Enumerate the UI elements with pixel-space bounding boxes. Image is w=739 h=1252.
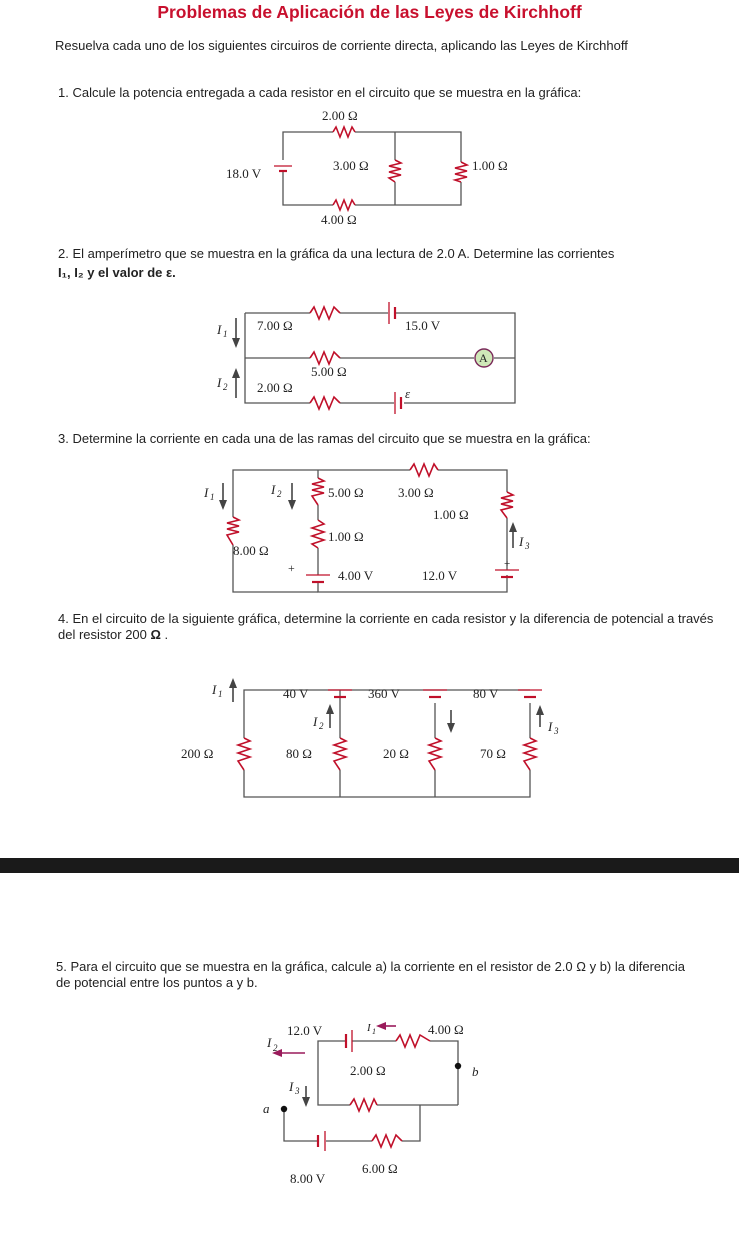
- label-i3: I: [289, 1079, 294, 1094]
- label-a: a: [263, 1101, 270, 1116]
- battery-360v: [423, 690, 447, 697]
- resistor-20-ohm: [429, 738, 441, 770]
- battery-12v: [346, 1030, 352, 1052]
- label-i3: I: [548, 719, 553, 734]
- label-r2: 2.00 Ω: [350, 1063, 386, 1078]
- label-v4: 4.00 V: [338, 568, 374, 583]
- label-r-bottom: 4.00 Ω: [321, 212, 357, 227]
- page-title: Problemas de Aplicación de las Leyes de Kirchhoff: [157, 2, 582, 22]
- label-i3-sub: 3: [554, 726, 559, 736]
- label-bat15: 15.0 V: [405, 318, 441, 333]
- circuit-5-wires: [284, 1041, 458, 1141]
- circuit-5-diagram: [0, 873, 739, 1252]
- resistor-80-ohm: [334, 738, 346, 770]
- label-i1-sub: 1: [223, 329, 228, 339]
- label-plus-b: +: [504, 558, 511, 570]
- label-b: b: [472, 1064, 479, 1079]
- label-i2-sub: 2: [277, 489, 282, 499]
- label-i1-sub: 1: [372, 1027, 376, 1036]
- label-i2-sub: 2: [223, 382, 228, 392]
- label-r-right: 1.00 Ω: [472, 158, 508, 173]
- label-i2: I: [267, 1035, 272, 1050]
- resistor-4-ohm: [396, 1035, 430, 1047]
- label-battery: 18.0 V: [226, 166, 262, 181]
- label-i1: I: [367, 1022, 371, 1034]
- label-r5: 5.00 Ω: [328, 485, 364, 500]
- point-a: [281, 1106, 287, 1112]
- label-i2: I: [217, 375, 222, 390]
- label-r3: 3.00 Ω: [398, 485, 434, 500]
- label-v8: 8.00 V: [290, 1171, 326, 1186]
- label-r20: 20 Ω: [383, 746, 409, 761]
- resistor-2-ohm: [350, 1099, 377, 1111]
- label-plus-a: +: [288, 561, 295, 575]
- arrow-down-20: [447, 710, 455, 733]
- label-r70: 70 Ω: [480, 746, 506, 761]
- label-r1a: 1.00 Ω: [433, 507, 469, 522]
- label-i1-sub: 1: [210, 492, 215, 502]
- label-v12: 12.0 V: [287, 1023, 323, 1038]
- label-v12: 12.0 V: [422, 568, 458, 583]
- problem-2-text-bold: I₁, I₂ y el valor de ε.: [58, 265, 176, 280]
- circuit-4-wires: [244, 690, 530, 797]
- label-emf: ε: [405, 386, 411, 401]
- label-r6: 6.00 Ω: [362, 1161, 398, 1176]
- label-r-top: 2.00 Ω: [322, 108, 358, 123]
- label-v40: 40 V: [283, 686, 309, 701]
- label-r200: 200 Ω: [181, 746, 214, 761]
- problem-2-text: 2. El amperímetro que se muestra en la gráfica da una lectura de 2.0 A. Determine las corrientes: [58, 246, 615, 261]
- arrow-i1-up: [229, 678, 237, 702]
- arrow-i3-down: [302, 1086, 310, 1107]
- arrow-i3-up: [536, 705, 544, 727]
- label-i3-sub: 3: [525, 541, 530, 551]
- resistor-70-ohm: [524, 738, 536, 770]
- label-i1: I: [212, 682, 217, 697]
- problem-4-text-end: .: [160, 627, 169, 642]
- battery-80v: [518, 690, 542, 697]
- arrow-i1-left: [376, 1022, 396, 1030]
- label-r4: 4.00 Ω: [428, 1022, 464, 1037]
- svg-text:A: A: [479, 351, 488, 365]
- document-page-2: [0, 873, 739, 1252]
- label-i2-sub: 2: [273, 1043, 278, 1053]
- label-v80: 80 V: [473, 686, 499, 701]
- problem-4-text-main: 4. En el circuito de la siguiente gráfica, determine la corriente en cada resistor y la diferencia de potencial a través del resistor 200: [58, 611, 714, 642]
- problem-1-text: 1. Calcule la potencia entregada a cada resistor en el circuito que se muestra en la gráfica:: [58, 85, 582, 100]
- label-r-mid: 3.00 Ω: [333, 158, 369, 173]
- problem-3-text: 3. Determine la corriente en cada una de las ramas del circuito que se muestra en la gráfica:: [58, 431, 591, 446]
- label-r5: 5.00 Ω: [311, 364, 347, 379]
- problem-5-text: 5. Para el circuito que se muestra en la gráfica, calcule a) la corriente en el resistor de 2.0 Ω y b) la diferencia de potencial entre los puntos a y b.: [56, 959, 685, 990]
- problem-4-ohm: Ω: [150, 627, 161, 642]
- label-i1: I: [204, 485, 209, 500]
- label-r8: 8.00 Ω: [233, 543, 269, 558]
- point-b: [455, 1063, 461, 1069]
- label-i3-sub: 3: [295, 1086, 300, 1096]
- resistor-6-ohm: [372, 1135, 402, 1147]
- label-i2-sub: 2: [319, 721, 324, 731]
- label-r1b: 1.00 Ω: [328, 529, 364, 544]
- label-i1-sub: 1: [218, 689, 223, 699]
- label-r7: 7.00 Ω: [257, 318, 293, 333]
- label-i3: I: [519, 534, 524, 549]
- label-v360: 360 V: [368, 686, 400, 701]
- arrow-i2-up: [326, 704, 334, 728]
- page-separator: [0, 858, 739, 873]
- battery-8v: [318, 1131, 325, 1151]
- label-i2: I: [313, 714, 318, 729]
- intro-text: Resuelva cada uno de los siguientes circuiros de corriente directa, aplicando las Leyes de Kirchhoff: [55, 38, 628, 53]
- label-r2: 2.00 Ω: [257, 380, 293, 395]
- label-i2: I: [271, 482, 276, 497]
- label-i1: I: [217, 322, 222, 337]
- resistor-200-ohm: [238, 738, 250, 770]
- label-r80: 80 Ω: [286, 746, 312, 761]
